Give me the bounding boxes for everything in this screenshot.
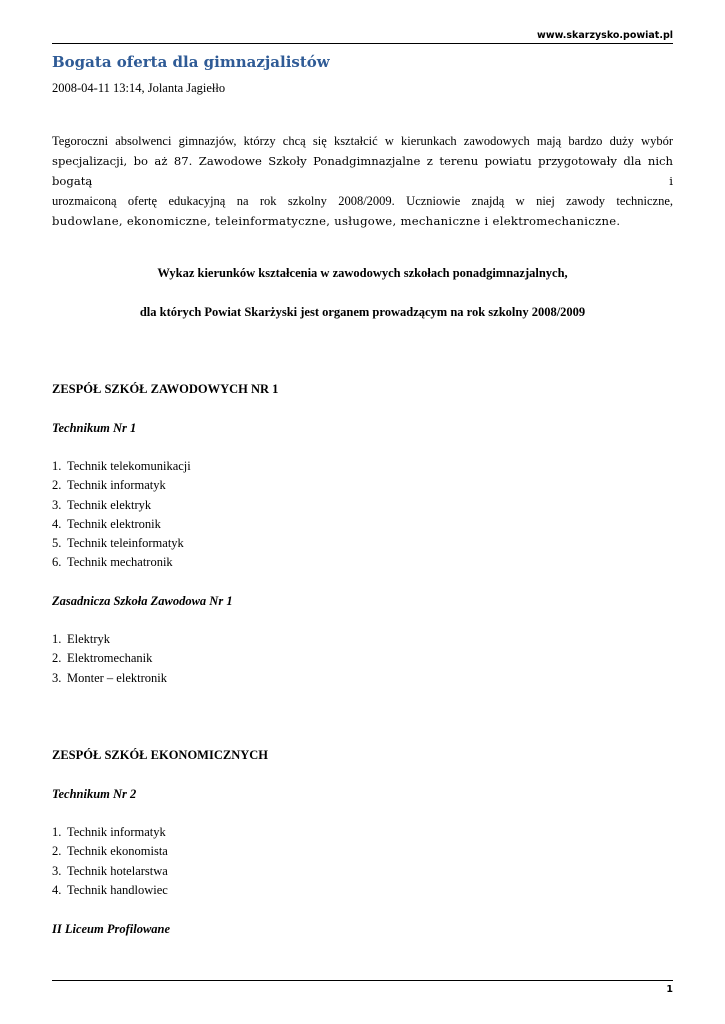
intro-paragraph: [52, 131, 673, 231]
section-heading: ZESPÓŁ SZKÓŁ ZAWODOWYCH NR 1: [52, 382, 279, 396]
list-item: [52, 823, 168, 842]
list-item: [52, 496, 191, 515]
school-heading: II Liceum Profilowane: [52, 922, 171, 936]
item-number: 1.: [52, 632, 62, 646]
footer-rule: [52, 980, 673, 981]
list-item: [52, 553, 191, 572]
list-item: [52, 457, 191, 476]
item-number: 5.: [52, 536, 62, 551]
item-text: Elektryk: [67, 632, 111, 646]
list-heading-line-1: Wykaz kierunków kształcenia w zawodowych szkołach ponadgimnazjalnych,: [157, 266, 568, 280]
list-item: [52, 630, 167, 649]
intro-line: specjalizacji, bo aż 87. Zawodowe Szkoły Ponadgimnazjalne z terenu powiatu przygotowały dla nich bogatą i: [52, 154, 673, 188]
list-item: [52, 881, 168, 900]
list-item: [52, 649, 167, 668]
list-item: [52, 842, 168, 861]
item-text: Monter – elektronik: [67, 670, 167, 685]
item-text: Technik mechatronik: [67, 555, 173, 570]
item-text: Technik ekonomista: [67, 844, 168, 859]
course-list: [52, 630, 167, 688]
site-url[interactable]: www.skarzysko.powiat.pl: [537, 30, 673, 41]
item-number: 3.: [52, 497, 62, 512]
intro-line: budowlane, ekonomiczne, teleinformatyczne, usługowe, mechaniczne i elektromechaniczne.: [52, 214, 621, 228]
list-item: [52, 476, 191, 495]
header-rule: [52, 43, 673, 44]
list-item: [52, 862, 168, 881]
list-item: [52, 669, 167, 688]
item-number: 1.: [52, 825, 62, 839]
item-text: Technik teleinformatyk: [67, 536, 184, 551]
school-heading: Technikum Nr 1: [52, 421, 137, 435]
item-number: 2.: [52, 844, 62, 859]
intro-line: urozmaiconą ofertę edukacyjną na rok szkolny 2008/2009. Uczniowie znajdą w niej zawody techniczne,: [52, 194, 673, 208]
intro-line: Tegoroczni absolwenci gimnazjów, którzy chcą się kształcić w kierunkach zawodowych mają bardzo duży wybór: [52, 134, 673, 148]
article-meta: 2008-04-11 13:14, Jolanta Jagiełło: [52, 81, 226, 95]
item-text: Technik handlowiec: [67, 882, 168, 897]
item-number: 1.: [52, 459, 62, 473]
list-item: [52, 515, 191, 534]
course-list: [52, 823, 168, 900]
item-number: 4.: [52, 882, 62, 897]
item-text: Technik elektronik: [67, 516, 161, 531]
article-title: Bogata oferta dla gimnazjalistów: [52, 53, 330, 71]
item-number: 6.: [52, 555, 62, 570]
item-number: 3.: [52, 863, 62, 878]
item-text: Technik telekomunikacji: [67, 459, 191, 473]
item-text: Technik hotelarstwa: [67, 863, 168, 878]
list-item: [52, 534, 191, 553]
item-number: 4.: [52, 516, 62, 531]
item-number: 3.: [52, 670, 62, 685]
school-heading: Technikum Nr 2: [52, 787, 137, 801]
course-list: [52, 457, 191, 573]
item-text: Elektromechanik: [67, 651, 153, 666]
page-number: 1: [666, 984, 673, 995]
section-heading: ZESPÓŁ SZKÓŁ EKONOMICZNYCH: [52, 748, 269, 762]
item-number: 2.: [52, 651, 62, 666]
item-text: Technik elektryk: [67, 497, 152, 512]
item-text: Technik informatyk: [67, 478, 166, 493]
list-heading-line-2: dla których Powiat Skarżyski jest organem prowadzącym na rok szkolny 2008/2009: [139, 305, 586, 319]
item-number: 2.: [52, 478, 62, 493]
school-heading: Zasadnicza Szkoła Zawodowa Nr 1: [52, 594, 233, 608]
item-text: Technik informatyk: [67, 825, 166, 839]
